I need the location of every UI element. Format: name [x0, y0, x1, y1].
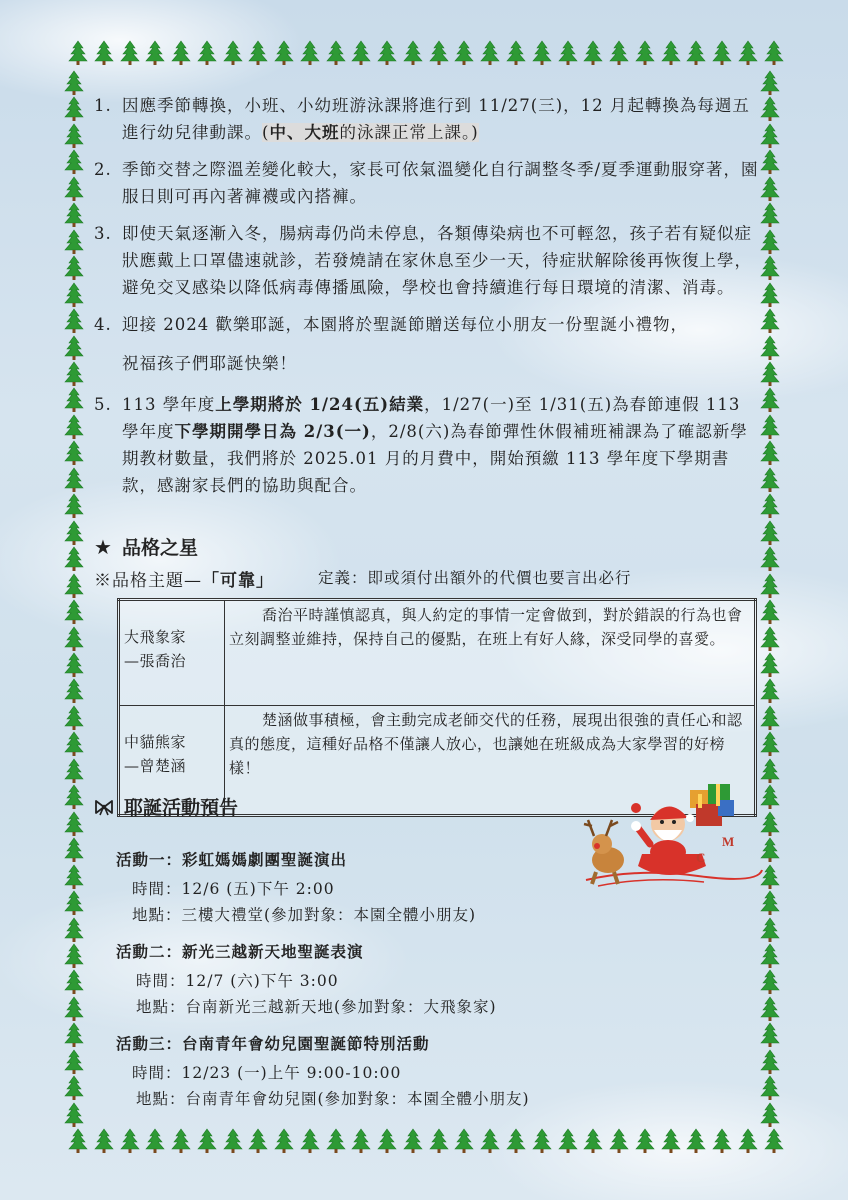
notice-text [122, 220, 762, 301]
christmas-tree-icon [248, 40, 268, 66]
christmas-tree-icon [686, 1128, 706, 1154]
tree-border-top [68, 40, 784, 68]
christmas-tree-icon [712, 1128, 732, 1154]
student-description: 喬治平時謹慎認真，與人約定的事情一定會做到，對於錯誤的行為也會立刻調整並維持，保持自己的優點，在班上有好人緣，深受同學的喜愛。 [225, 600, 756, 706]
christmas-tree-icon [64, 1049, 84, 1075]
christmas-tree-icon [686, 40, 706, 66]
bow-icon [94, 798, 114, 816]
christmas-tree-icon [480, 1128, 500, 1154]
christmas-tree-icon [64, 969, 84, 995]
christmas-tree-icon [145, 40, 165, 66]
character-theme-line [94, 566, 754, 591]
character-heading [94, 533, 198, 560]
christmas-tree-icon [64, 1102, 84, 1128]
christmas-tree-icon [760, 1075, 780, 1101]
event-place: 地點：三樓大禮堂(參加對象：本園全體小朋友) [132, 906, 477, 924]
christmas-tree-icon [64, 440, 84, 466]
notice-text-part: 下學期開學日為 2/3(一) [174, 422, 371, 441]
christmas-tree-icon [454, 40, 474, 66]
table-row [119, 600, 756, 706]
christmas-tree-icon [64, 1022, 84, 1048]
christmas-tree-icon [64, 784, 84, 810]
christmas-tree-icon [64, 599, 84, 625]
christmas-tree-icon [64, 520, 84, 546]
theme-definition: 定義：即或須付出額外的代價也要言出必行 [318, 569, 632, 587]
svg-text:M: M [722, 834, 735, 849]
theme-value: 「可靠」 [202, 571, 274, 591]
event-time: 時間：12/6 (五)下午 2:00 [132, 880, 335, 898]
christmas-tree-icon [120, 40, 140, 66]
event-time: 時間：12/23 (一)上午 9:00-10:00 [132, 1064, 402, 1082]
christmas-tree-icon [403, 1128, 423, 1154]
christmas-tree-icon [454, 1128, 474, 1154]
christmas-tree-icon [64, 229, 84, 255]
notice-text-part: 季節交替之際溫差變化較大，家長可依氣溫變化自行調整冬季/夏季運動服穿著，園服日則可再內著褲襪或內搭褲。 [122, 160, 759, 206]
event-title: 活動三：台南青年會幼兒園聖誕節特別活動 [116, 1035, 430, 1053]
notice-item [94, 92, 762, 146]
christmas-tree-icon [274, 40, 294, 66]
theme-label: ※品格主題— [94, 571, 202, 591]
christmas-tree-icon [64, 149, 84, 175]
christmas-tree-icon [760, 229, 780, 255]
christmas-tree-icon [64, 493, 84, 519]
notice-text-part: 迎接 2024 歡樂耶誕，本園將於聖誕節贈送每位小朋友一份聖誕小禮物， [122, 315, 688, 334]
christmas-tree-icon [171, 1128, 191, 1154]
christmas-tree-icon [738, 1128, 758, 1154]
christmas-tree-icon [197, 40, 217, 66]
christmas-tree-icon [64, 414, 84, 440]
notice-item [94, 156, 762, 210]
christmas-tree-icon [377, 1128, 397, 1154]
notice-list [94, 92, 762, 509]
notice-number: 5. [94, 395, 112, 414]
christmas-tree-icon [64, 837, 84, 863]
christmas-tree-icon [712, 40, 732, 66]
christmas-heading [94, 793, 238, 820]
christmas-tree-icon [760, 705, 780, 731]
christmas-tree-icon [760, 202, 780, 228]
christmas-tree-icon [760, 335, 780, 361]
christmas-tree-icon [64, 917, 84, 943]
event-time: 時間：12/7 (六)下午 3:00 [136, 972, 339, 990]
christmas-tree-icon [760, 414, 780, 440]
christmas-tree-icon [764, 1128, 784, 1154]
christmas-tree-icon [661, 1128, 681, 1154]
christmas-tree-icon [760, 176, 780, 202]
christmas-tree-icon [760, 546, 780, 572]
christmas-tree-icon [64, 678, 84, 704]
christmas-tree-icon [64, 467, 84, 493]
christmas-tree-icon [326, 40, 346, 66]
christmas-tree-icon [583, 1128, 603, 1154]
christmas-tree-icon [145, 1128, 165, 1154]
christmas-tree-icon [64, 705, 84, 731]
student-class: 大飛象家 [124, 628, 187, 646]
christmas-tree-icon [760, 361, 780, 387]
christmas-tree-icon [760, 440, 780, 466]
christmas-tree-icon [760, 1049, 780, 1075]
christmas-tree-icon [300, 40, 320, 66]
notice-text [122, 391, 762, 499]
christmas-tree-icon [223, 40, 243, 66]
student-name: —張喬治 [124, 652, 187, 670]
christmas-tree-icon [760, 996, 780, 1022]
notice-text [122, 156, 762, 210]
christmas-tree-icon [171, 40, 191, 66]
christmas-tree-icon [609, 1128, 629, 1154]
christmas-tree-icon [506, 40, 526, 66]
notice-text-part: 祝福孩子們耶誕快樂！ [122, 354, 297, 373]
christmas-tree-icon [760, 599, 780, 625]
christmas-tree-icon [120, 1128, 140, 1154]
christmas-tree-icon [68, 40, 88, 66]
christmas-tree-icon [64, 123, 84, 149]
notice-text-part: 中、大班 [269, 123, 340, 142]
student-name: —曾楚涵 [124, 757, 187, 775]
christmas-tree-icon [64, 361, 84, 387]
christmas-tree-icon [760, 678, 780, 704]
christmas-tree-icon [64, 202, 84, 228]
christmas-tree-icon [351, 1128, 371, 1154]
tree-border-bottom [68, 1128, 784, 1156]
event-title: 活動一：彩虹媽媽劇團聖誕演出 [116, 851, 348, 869]
christmas-tree-icon [738, 40, 758, 66]
santa-sleigh-icon [578, 780, 764, 894]
christmas-tree-icon [300, 1128, 320, 1154]
christmas-tree-icon [760, 493, 780, 519]
christmas-tree-icon [64, 943, 84, 969]
christmas-tree-icon [403, 40, 423, 66]
christmas-tree-icon [64, 96, 84, 122]
christmas-tree-icon [64, 176, 84, 202]
christmas-tree-icon [64, 996, 84, 1022]
notice-text-part: 113 學年度 [122, 395, 216, 414]
christmas-tree-icon [64, 731, 84, 757]
christmas-tree-icon [248, 1128, 268, 1154]
christmas-tree-icon [760, 731, 780, 757]
christmas-tree-icon [635, 40, 655, 66]
christmas-tree-icon [532, 1128, 552, 1154]
notice-number: 3. [94, 224, 112, 243]
student-class: 中貓熊家 [124, 733, 187, 751]
christmas-tree-icon [64, 546, 84, 572]
notice-number: 1. [94, 96, 112, 115]
christmas-tree-icon [64, 573, 84, 599]
christmas-tree-icon [64, 864, 84, 890]
christmas-tree-icon [429, 40, 449, 66]
notice-item [94, 311, 762, 377]
christmas-tree-icon [64, 308, 84, 334]
christmas-tree-icon [760, 467, 780, 493]
tree-border-right [760, 70, 784, 1128]
christmas-tree-icon [274, 1128, 294, 1154]
event-place: 地點：台南青年會幼兒園(參加對象：本園全體小朋友) [136, 1090, 530, 1108]
christmas-tree-icon [197, 1128, 217, 1154]
christmas-tree-icon [429, 1128, 449, 1154]
notice-text-part: 因應季節轉換，小班、小幼班游泳課將進行到 11/27(三)，12 月起轉換為每週五進行幼兒律動課。 [122, 96, 750, 142]
svg-text:C: C [696, 850, 706, 865]
christmas-tree-icon [506, 1128, 526, 1154]
christmas-tree-icon [64, 811, 84, 837]
notice-number: 4. [94, 315, 112, 334]
christmas-tree-icon [558, 40, 578, 66]
christmas-tree-icon [64, 890, 84, 916]
christmas-tree-icon [760, 652, 780, 678]
christmas-tree-icon [760, 308, 780, 334]
star-icon: ★ [94, 534, 112, 559]
christmas-tree-icon [64, 282, 84, 308]
event-3 [116, 1032, 736, 1112]
christmas-tree-icon [64, 758, 84, 784]
christmas-tree-icon [94, 40, 114, 66]
christmas-tree-icon [760, 387, 780, 413]
christmas-tree-icon [377, 40, 397, 66]
tree-border-left [64, 70, 88, 1128]
notice-text-part: ( [262, 123, 270, 142]
christmas-tree-icon [68, 1128, 88, 1154]
christmas-tree-icon [64, 626, 84, 652]
christmas-tree-icon [223, 1128, 243, 1154]
christmas-tree-icon [760, 573, 780, 599]
christmas-tree-icon [635, 1128, 655, 1154]
notice-item [94, 220, 762, 301]
event-title: 活動二：新光三越新天地聖誕表演 [116, 943, 364, 961]
student-cell [119, 600, 225, 706]
christmas-tree-icon [583, 40, 603, 66]
christmas-tree-icon [661, 40, 681, 66]
event-2 [116, 940, 736, 1020]
christmas-tree-icon [760, 149, 780, 175]
notice-item [94, 391, 762, 499]
character-heading-text: 品格之星 [121, 537, 198, 559]
christmas-tree-icon [64, 1075, 84, 1101]
christmas-tree-icon [64, 387, 84, 413]
notice-text-part: 上學期將於 1/24(五)結業 [215, 395, 425, 414]
notice-text [122, 92, 762, 146]
christmas-tree-icon [764, 40, 784, 66]
christmas-tree-icon [760, 626, 780, 652]
notice-text-part: 即使天氣逐漸入冬，腸病毒仍尚未停息，各類傳染病也不可輕忽，孩子若有疑似症狀應戴上口罩儘速就診，若發燒請在家休息至少一天，待症狀解除後再恢復上學，避免交叉感染以降低病毒傳播風險，學校也會持續進行每日環境的清潔、消毒。 [122, 224, 752, 297]
christmas-tree-icon [760, 917, 780, 943]
christmas-tree-icon [532, 40, 552, 66]
christmas-tree-icon [760, 520, 780, 546]
notice-text [122, 311, 762, 377]
notice-text-part: ，1/27(一)至 1/31(五)為春節連假 113 學年度 [122, 395, 741, 441]
notice-number: 2. [94, 160, 112, 179]
christmas-tree-icon [760, 282, 780, 308]
notice-text-part: 的泳課正常上課。) [339, 123, 479, 142]
christmas-tree-icon [760, 123, 780, 149]
christmas-tree-icon [760, 255, 780, 281]
christmas-tree-icon [760, 969, 780, 995]
christmas-tree-icon [609, 40, 629, 66]
christmas-tree-icon [558, 1128, 578, 1154]
christmas-tree-icon [64, 335, 84, 361]
christmas-tree-icon [326, 1128, 346, 1154]
christmas-heading-text: 耶誕活動預告 [124, 797, 239, 819]
christmas-tree-icon [760, 1022, 780, 1048]
event-place: 地點：台南新光三越新天地(參加對象：大飛象家) [136, 998, 497, 1016]
christmas-tree-icon [480, 40, 500, 66]
christmas-tree-icon [760, 1102, 780, 1128]
christmas-tree-icon [94, 1128, 114, 1154]
christmas-tree-icon [760, 96, 780, 122]
christmas-tree-icon [351, 40, 371, 66]
christmas-tree-icon [760, 70, 780, 96]
notice-text-part: ，2/8(六)為春節彈性休假補班補課為了確認新學期教材數量，我們將於 2025.01 月的月費中，開始預繳 113 學年度下學期書款，感謝家長們的協助與配合。 [122, 422, 748, 495]
christmas-tree-icon [760, 943, 780, 969]
christmas-tree-icon [64, 70, 84, 96]
student-description: 楚涵做事積極，會主動完成老師交代的任務，展現出很強的責任心和認真的態度，這種好品格不僅讓人放心，也讓她在班級成為大家學習的好榜樣！ [225, 706, 756, 816]
christmas-tree-icon [64, 255, 84, 281]
christmas-tree-icon [64, 652, 84, 678]
